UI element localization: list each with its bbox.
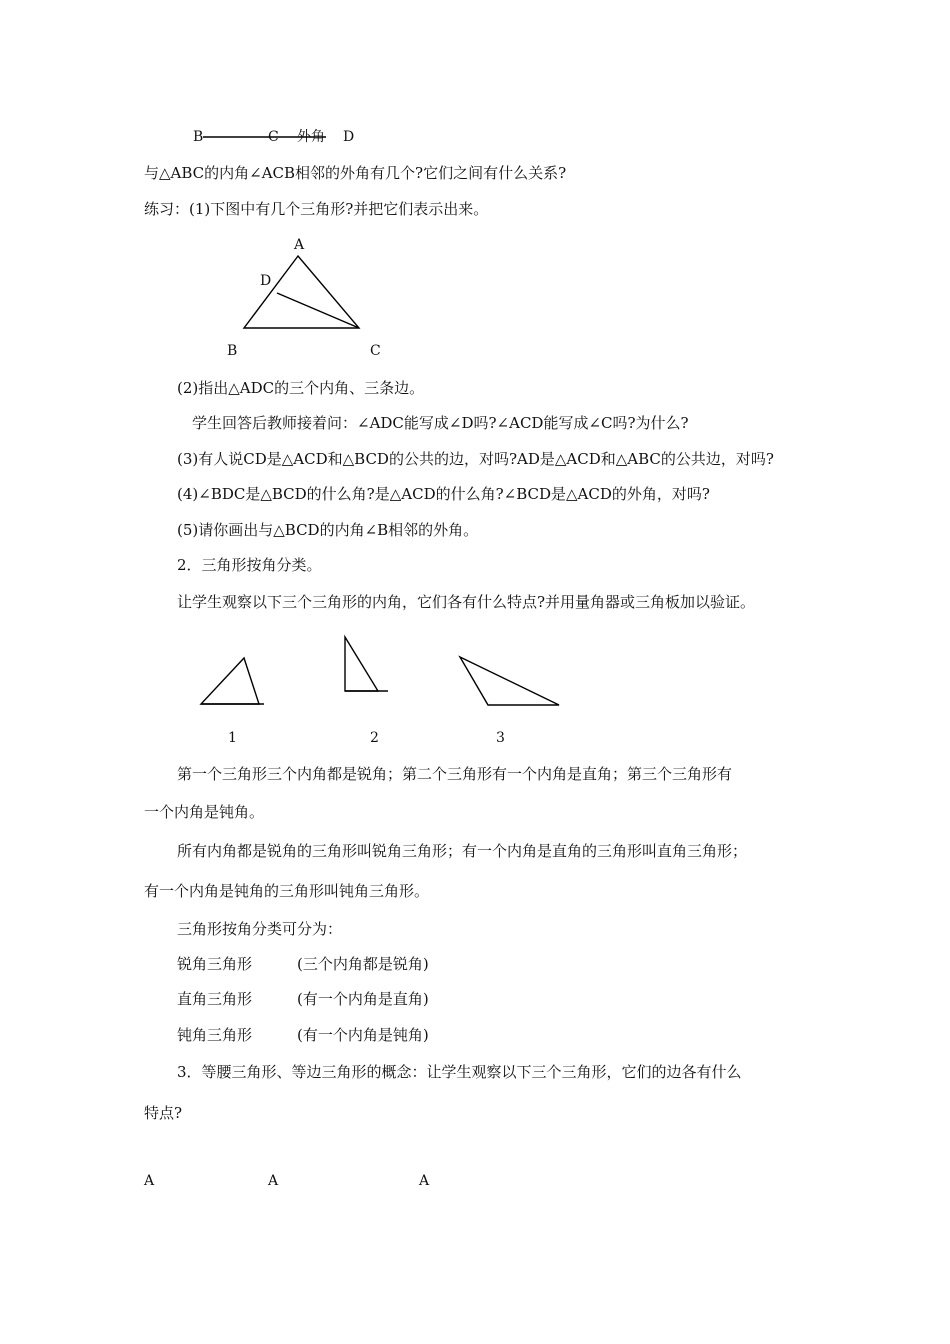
exterior-angle-label: 外角 [297, 129, 325, 145]
classification-right-name: 直角三角形 [177, 990, 253, 1008]
right-triangle [345, 637, 378, 691]
point-label-c: C [268, 129, 279, 145]
triangle-label-3: 3 [496, 730, 505, 746]
point-label-b: B [193, 129, 204, 145]
description-2-line-1: 所有内角都是锐角的三角形叫锐角三角形；有一个内角是直角的三角形叫直角三角形； [177, 842, 748, 860]
exercise-5: (5)请你画出与△BCD的内角∠B相邻的外角。 [177, 521, 479, 539]
obtuse-triangle [460, 657, 559, 705]
classification-right-note: (有一个内角是直角) [297, 990, 429, 1008]
figure-label-c: C [370, 343, 381, 359]
section-3-line-1: 3．等腰三角形、等边三角形的概念：让学生观察以下三个三角形，它们的边各有什么 [177, 1063, 742, 1081]
bottom-label-a-3: A [419, 1173, 430, 1189]
classification-acute-note: (三个内角都是锐角) [297, 955, 429, 973]
acute-triangle [201, 658, 259, 704]
triangle-label-2: 2 [370, 730, 379, 746]
exercise-2: (2)指出△ADC的三个内角、三条边。 [177, 379, 425, 397]
figure-label-b: B [227, 343, 238, 359]
section-3-line-2: 特点? [144, 1104, 183, 1122]
exercise-1: 练习：(1)下图中有几个三角形?并把它们表示出来。 [144, 200, 489, 218]
exercise-3: (3)有人说CD是△ACD和△BCD的公共的边，对吗?AD是△ACD和△ABC的公共边，对吗? [177, 450, 774, 468]
triangle-label-1: 1 [228, 730, 237, 746]
question-adjacent-exterior-angle: 与△ABC的内角∠ACB相邻的外角有几个?它们之间有什么关系? [144, 164, 567, 182]
classification-intro: 三角形按角分类可分为： [177, 920, 343, 938]
exercise-2-follow-up: 学生回答后教师接着问：∠ADC能写成∠D吗?∠ACD能写成∠C吗?为什么? [192, 414, 689, 432]
section-2-heading: 2．三角形按角分类。 [177, 556, 322, 574]
description-2-line-2: 有一个内角是钝角的三角形叫钝角三角形。 [144, 882, 430, 900]
classification-obtuse-note: (有一个内角是钝角) [297, 1026, 429, 1044]
exercise-4: (4)∠BDC是△BCD的什么角?是△ACD的什么角?∠BCD是△ACD的外角，对吗? [177, 485, 710, 503]
description-1-line-2: 一个内角是钝角。 [144, 803, 265, 821]
figure-label-d: D [260, 273, 272, 289]
figure-label-a: A [294, 237, 305, 253]
bottom-label-a-2: A [268, 1173, 279, 1189]
classification-acute-name: 锐角三角形 [177, 955, 253, 973]
classification-obtuse-name: 钝角三角形 [177, 1026, 253, 1044]
description-1-line-1: 第一个三角形三个内角都是锐角；第二个三角形有一个内角是直角；第三个三角形有 [177, 765, 733, 783]
observe-instruction: 让学生观察以下三个三角形的内角，它们各有什么特点?并用量角器或三角板加以验证。 [177, 593, 756, 611]
point-label-d: D [343, 129, 355, 145]
bottom-label-a-1: A [144, 1173, 155, 1189]
